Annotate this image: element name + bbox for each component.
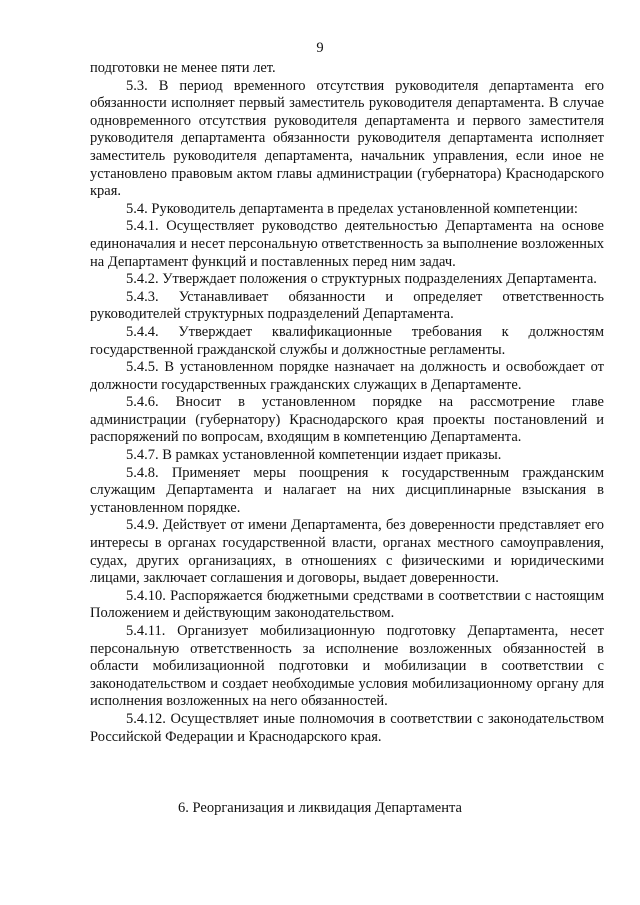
paragraph-5-4-9: 5.4.9. Действует от имени Департамента, без доверенности представляет его интересы в органах государственной власти, органах местного самоуправления, судах, других организациях, в отношениях с физическими и юридическими лицами, заключает соглашения и договоры, выдает доверенности. bbox=[90, 517, 604, 587]
paragraph-5-4-12: 5.4.12. Осуществляет иные полномочия в соответствии с законодательством Российской Федерации и Краснодарского края. bbox=[90, 710, 604, 745]
paragraph-5-4-11: 5.4.11. Организует мобилизационную подготовку Департамента, несет персональную ответственность за исполнение возложенных обязанностей в области мобилизационной подготовки и мобилизации в соответствии с законодательством и создает необходимые условия мобилизационному органу для исполнения возложенных на него обязанностей. bbox=[90, 623, 604, 710]
paragraph-5-4-7: 5.4.7. В рамках установленной компетенции издает приказы. bbox=[126, 447, 502, 464]
paragraph-5-4: 5.4. Руководитель департамента в пределах установленной компетенции: bbox=[126, 200, 578, 217]
paragraph-continuation: подготовки не менее пяти лет. bbox=[90, 60, 276, 76]
paragraph-5-4-6: 5.4.6. Вносит в установленном порядке на рассмотрение главе администрации (губернатору) Краснодарского края проекты постановлений и распоряжений по вопросам, входящим в компетенцию Департамента. bbox=[90, 394, 604, 446]
paragraph-5-4-8: 5.4.8. Применяет меры поощрения к государственным гражданским служащим Департамента и налагает на них дисциплинарные взыскания в установленном порядке. bbox=[90, 464, 604, 516]
paragraph-5-4-5: 5.4.5. В установленном порядке назначает на должность и освобождает от должности государственных гражданских служащих в Департаменте. bbox=[90, 359, 604, 393]
page-number: 9 bbox=[316, 40, 324, 56]
paragraph-5-4-4: 5.4.4. Утверждает квалификационные требования к должностям государственной гражданской службы и должностные регламенты. bbox=[90, 323, 604, 358]
document-body bbox=[90, 60, 604, 746]
paragraph-5-4-2: 5.4.2. Утверждает положения о структурных подразделениях Департамента. bbox=[126, 271, 597, 288]
section-heading: 6. Реорганизация и ликвидация Департамента bbox=[178, 800, 462, 816]
paragraph-5-4-3: 5.4.3. Устанавливает обязанности и определяет ответственность руководителей структурных подразделений Департамента. bbox=[90, 288, 604, 323]
paragraph-5-4-10: 5.4.10. Распоряжается бюджетными средствами в соответствии с настоящим Положением и действующим законодательством. bbox=[90, 587, 604, 622]
paragraph-5-3: 5.3. В период временного отсутствия руководителя департамента его обязанности исполняет первый заместитель руководителя департамента. В случае одновременного отсутствия руководителя департамента и первого заместителя руководителя департамента обязанности руководителя департамента исполняет заместитель руководителя департамента, начальник управления, если иное не установлено правовым актом главы администрации (губернатора) Краснодарского края. bbox=[90, 77, 604, 200]
paragraph-5-4-1: 5.4.1. Осуществляет руководство деятельностью Департамента на основе единоначалия и несет персональную ответственность за выполнение возложенных на Департамент функций и поставленных перед ним задач. bbox=[90, 218, 604, 270]
